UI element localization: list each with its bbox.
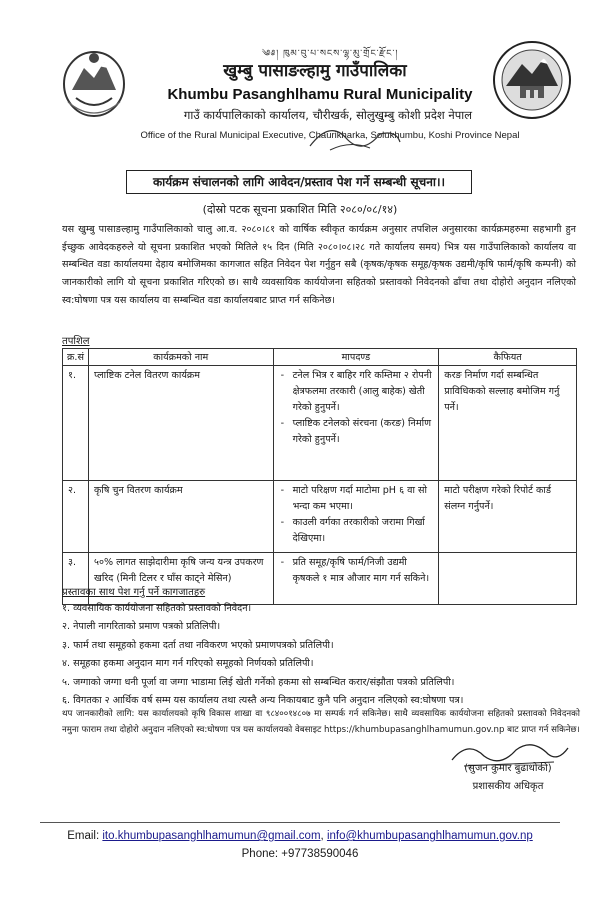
list-item: ४. समूहका हकमा अनुदान माग गर्न गरिएको समूहको निर्णयको प्रतिलिपी। — [62, 658, 314, 670]
column-header: क्र.सं — [63, 349, 89, 366]
email-link-official[interactable]: info@khumbupasanghlhamumun.gov.np — [326, 830, 533, 842]
criteria-item: - प्रति समूह/कृषि फार्म/निजी उद्यमी कृषकले १ मात्र औजार माग गर्न सकिने। — [293, 555, 434, 587]
criteria-item: - माटो परिक्षण गर्दा माटोमा pH ६ वा सो भन्दा कम भएमा। — [293, 483, 434, 515]
row-criteria — [273, 553, 439, 605]
office-subtitle-nepali: गाउँ कार्यपालिकाको कार्यालय, चौरीखर्क, सोलुखुम्बु कोशी प्रदेश नेपाल — [183, 108, 473, 122]
email-label: Email: — [67, 830, 100, 842]
row-criteria — [273, 481, 439, 553]
documents-list — [62, 600, 582, 710]
column-header: कार्यक्रमको नाम — [88, 349, 273, 366]
table-row — [63, 481, 577, 553]
email-link-gmail[interactable]: ito.khumbupasanghlhamumun@gmail.com — [102, 830, 321, 842]
criteria-item: - टनेल भित्र र बाहिर गरि कम्तिमा २ रोपनी क्षेत्रफलमा तरकारी (आलु बाहेक) खेती गरेको हुनुपर्ने। — [293, 368, 434, 416]
municipality-title-nepali: खुम्बु पासाङल्हामु गाउँपालिका — [223, 61, 407, 81]
details-heading: तपशिल — [62, 336, 90, 347]
row-serial: २. — [63, 481, 89, 553]
list-item: ५. जग्गाको जग्गा धनी पूर्जा वा जग्गा भाडामा लिई खेती गर्नेको हकमा सो सम्बन्धित करार/संझौता पत्रको प्रतिलिपी। — [62, 676, 455, 688]
row-program-name: ५०% लागत साझेदारीमा कृषि जन्य यन्त्र उपकरण खरिद (मिनी टिलर र घाँस काट्ने मेसिन) — [88, 553, 273, 605]
footer-phone: Phone: +97738590046 — [241, 848, 359, 860]
criteria-item: - प्लाष्टिक टनेलको संरचना (करङ) निर्माण गरेको हुनुपर्ने। — [293, 416, 434, 448]
office-subtitle-english: Office of the Rural Municipal Executive, Chaurikharka, Solukhumbu, Koshi Province Nepal — [140, 130, 520, 141]
signatory-title: प्रशासकीय अधिकृत — [472, 781, 544, 792]
municipality-title-english: Khumbu Pasanghlhamu Rural Municipality — [167, 86, 473, 103]
row-program-name: प्लाष्टिक टनेल वितरण कार्यक्रम — [88, 366, 273, 481]
table-row — [63, 366, 577, 481]
column-header: कैफियत — [439, 349, 577, 366]
criteria-item: - काउली वर्गका तरकारीको जरामा गिर्खा देखिएमा। — [293, 515, 434, 547]
documents-heading: प्रस्तावका साथ पेश गर्नु पर्ने कागजातहरु — [62, 587, 206, 598]
footer-divider — [40, 822, 560, 823]
row-serial: १. — [63, 366, 89, 481]
list-item: १. व्यवसायिक कार्ययोजना सहितको प्रस्तावको निवेदन। — [62, 603, 252, 614]
row-criteria — [273, 366, 439, 481]
email-separator: , — [320, 830, 324, 842]
list-item: ६. विगतका २ आर्थिक वर्ष सम्म यस कार्यालय तथा त्यस्तै अन्य निकायबाट कुनै पनि अनुदान नलिएको स्व:घोषणा पत्र। — [62, 695, 464, 707]
row-serial: ३. — [63, 553, 89, 605]
signatory-name: (सुजन कुमार बुढाथोकी) — [464, 763, 552, 774]
notice-date: (दोस्रो पटक सूचना प्रकाशित मिति २०८०/०८/१४) — [202, 203, 398, 216]
column-header: मापदण्ड — [273, 349, 439, 366]
notice-title: कार्यक्रम संचालनको लागि आवेदन/प्रस्ताव पेश गर्ने सम्बन्धी सूचना।। — [126, 170, 472, 194]
intro-paragraph: यस खुम्बु पासाङल्हामु गाउँपालिकाको चालु आ.व. २०८०।८१ को वार्षिक स्वीकृत कार्यक्रम अनुसार तपशिल अनुसारका कार्यक्रमहरुमा सहभागी हुन ईच्छुक आवेदकहरुले यो सूचना प्रकाशित भएको मितिले १५ दिन (मिति २०८०।०८।२८ गते कार्यालय समय) भित्र यस गाउँपालिकाको कार्यालय वा सम्बन्धित वडा कार्यालयमा देहाय बमोजिमका कागजात सहित निवेदन पेश गर्नुहुन सबै (कृषक/कृषक समूह/कृषक उद्यमी/कृषि फार्म/कृषि कम्पनी) को जानकारीको लागि यो सूचना प्रकाशित गरिएको छ। साथै व्यवसायिक कार्ययोजना सहितको प्रस्तावको निवेदनको ढाँचा तथा दोहोरो अनुदान नलिएको स्व:घोषणा पत्र यस कार्यालय वा सम्बन्धित वडा कार्यालयबाट प्राप्त गर्न सकिनेछ। — [62, 224, 576, 306]
row-program-name: कृषि चुन वितरण कार्यक्रम — [88, 481, 273, 553]
table-header-row — [63, 349, 577, 366]
row-remarks: करङ निर्माण गर्दा सम्बन्धित प्राविधिकको सल्लाह बमोजिम गर्नु पर्ने। — [439, 366, 577, 481]
row-remarks — [439, 553, 577, 605]
row-remarks: माटो परीक्षण गरेको रिपोर्ट कार्ड संलग्न गर्नुपर्ने। — [439, 481, 577, 553]
program-table — [62, 348, 577, 605]
list-item: २. नेपाली नागरिताको प्रमाण पत्रको प्रतिलिपी। — [62, 621, 221, 633]
nepal-government-emblem — [58, 38, 130, 122]
further-info-paragraph: थप जानकारीको लागि: यस कार्यालयको कृषि विकास शाखा वा ९८४००१४८०७ मा सम्पर्क गर्न सकिनेछ। साथै व्यवसायिक कार्ययोजना सहितको प्रस्तावको निवेदनको नमुना फाराम तथा दोहोरो अनुदान नलिएको स्व:घोषणा पत्र यस कार्यालयको वेबसाइट https://khumbupasanghlhamumun.gov.np बाट प्राप्त गर्न सकिनेछ। — [62, 709, 580, 735]
tibetan-title: ༄༅། ཁུམ་བུ་པ་སངས་ལྷ་མུ་གྲོང་རྫོང་། — [261, 49, 399, 59]
list-item: ३. फार्म तथा समूहको हकमा दर्ता तथा नविकरण भएको प्रमाणपत्रको प्रतिलिपी। — [62, 639, 334, 651]
footer-email-line — [60, 830, 540, 842]
signature-mark — [300, 116, 410, 156]
